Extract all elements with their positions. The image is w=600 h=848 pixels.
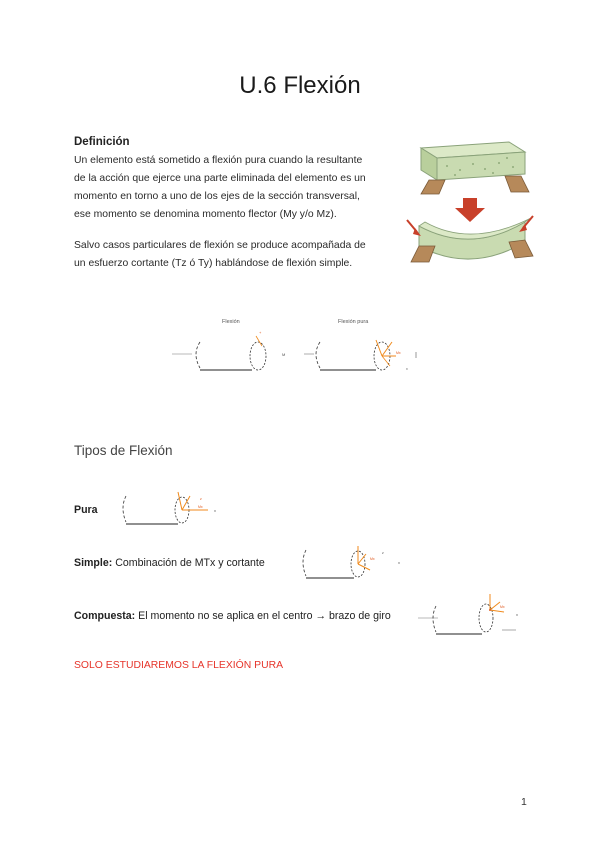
- page-title: U.6 Flexión: [239, 72, 361, 99]
- support-left: [421, 180, 445, 194]
- compuesta-diagram: [416, 590, 528, 640]
- svg-text:z: z: [382, 551, 384, 555]
- type-pura-row: [74, 504, 98, 516]
- svg-text:+: +: [259, 330, 262, 335]
- support-right-bent: [509, 240, 533, 258]
- definition-line: un esfuerzo cortante (Tz ó Ty) hablándose de flexión simple.: [74, 258, 353, 269]
- svg-text:x: x: [406, 367, 408, 371]
- types-heading: Tipos de Flexión: [74, 443, 173, 458]
- svg-text:z: z: [200, 497, 202, 501]
- svg-text:Mx: Mx: [370, 557, 375, 561]
- type-simple-label: Simple:: [74, 557, 113, 569]
- definition-heading: Definición: [74, 136, 130, 148]
- svg-text:x: x: [398, 560, 400, 565]
- diagram-label-flexion: Flexión: [222, 319, 240, 325]
- note-solo-flexion-pura: SOLO ESTUDIAREMOS LA FLEXIÓN PURA: [74, 660, 284, 671]
- svg-text:Mx: Mx: [396, 351, 401, 355]
- definition-line: ese momento se denomina momento flector (My y/o Mz).: [74, 209, 337, 220]
- definition-paragraph-1: [74, 152, 404, 224]
- svg-text:x: x: [214, 508, 216, 513]
- pura-diagram: [118, 486, 228, 530]
- diagram-label-flexion-pura: Flexión pura: [338, 319, 369, 325]
- definition-line: de la acción que ejerce una parte eliminada del elemento es un: [74, 173, 366, 184]
- support-right: [505, 176, 529, 192]
- svg-text:Mx: Mx: [500, 605, 505, 609]
- definition-line: Un elemento está sometido a flexión pura cuando la resultante: [74, 155, 363, 166]
- flexion-diagrams: [170, 312, 430, 382]
- type-simple-row: [74, 557, 265, 569]
- svg-text:M: M: [282, 352, 286, 357]
- down-arrow-head: [455, 208, 485, 222]
- support-left-bent: [411, 246, 435, 262]
- type-simple-text: Combinación de MTx y cortante: [112, 557, 265, 569]
- down-arrow-shaft: [463, 198, 477, 208]
- type-pura-label: Pura: [74, 504, 98, 516]
- svg-text:x: x: [516, 612, 518, 617]
- svg-text:Mx: Mx: [198, 505, 203, 509]
- definition-paragraph-2: [74, 237, 404, 273]
- type-compuesta-label: Compuesta:: [74, 610, 136, 622]
- simple-diagram: [298, 540, 408, 584]
- cylinder-left-section: [250, 342, 266, 370]
- definition-line: Salvo casos particulares de flexión se produce acompañada de: [74, 240, 366, 251]
- type-compuesta-row: [74, 610, 391, 622]
- type-compuesta-text: El momento no se aplica en el centro → brazo de giro: [135, 610, 391, 622]
- page-number: 1: [521, 796, 527, 808]
- definition-line: momento en torno a uno de los ejes de la sección transversal,: [74, 191, 360, 202]
- beam-bending-illustration: [405, 136, 535, 264]
